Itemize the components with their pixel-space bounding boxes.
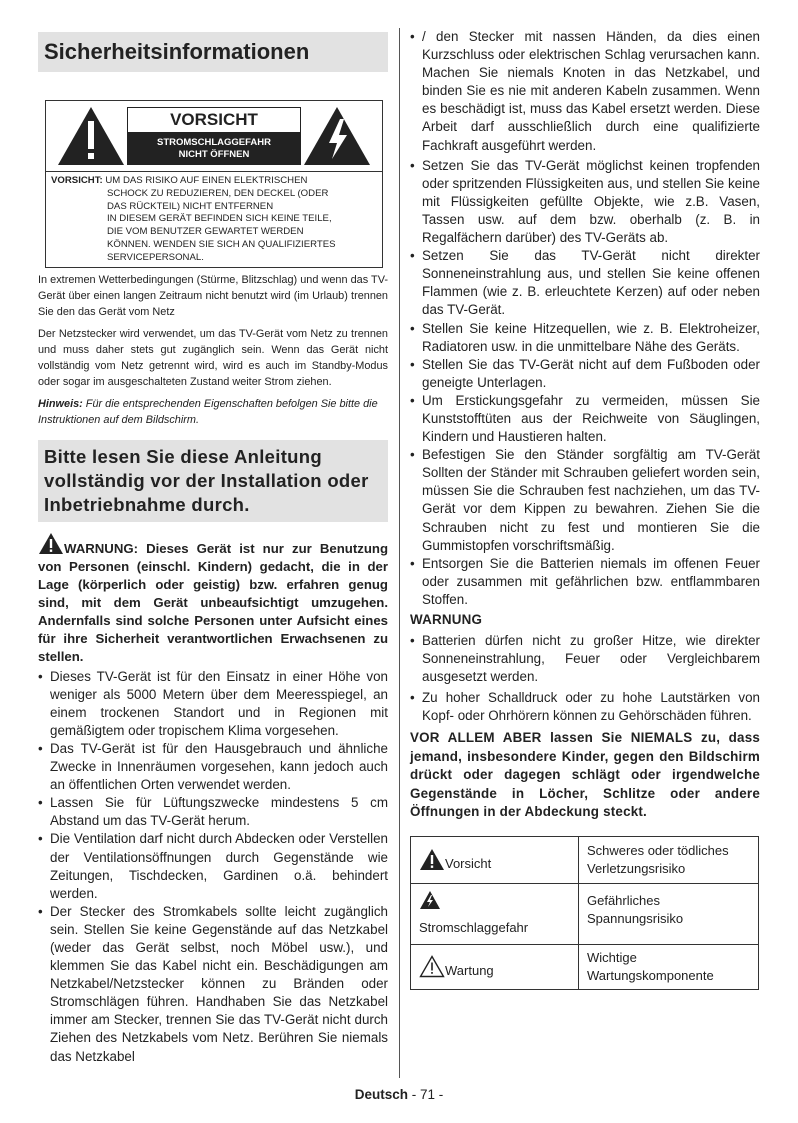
final-warning-paragraph: VOR ALLEM ABER lassen Sie NIEMALS zu, dass jemand, insbesondere Kinder, gegen den Bildschirm drückt oder dagegen schlägt oder irgendwelche Gegenstände in Löcher, Schlitze oder andere Öffnungen in der Abdeckung steckt. bbox=[410, 730, 760, 820]
page-footer bbox=[0, 1087, 798, 1102]
description-cell bbox=[579, 945, 759, 990]
read-instructions-heading: Bitte lesen Sie diese Anleitung vollständig vor der Installation oder Inbetriebnahme durch. bbox=[38, 440, 388, 522]
caution-line: KÖNNEN. WENDEN SIE SICH AN QUALIFIZIERTES bbox=[107, 238, 336, 250]
list-item: • Um Erstickungsgefahr zu vermeiden, müssen Sie Kunststofftüten aus der Reichweite von Säuglingen, Kindern und Haustieren halten. bbox=[410, 392, 760, 446]
list-item: • Stellen Sie keine Hitzequellen, wie z. B. Elektroheizer, Radiatoren usw. in die unmittelbare Nähe des Geräts. bbox=[410, 320, 760, 356]
list-item: • Befestigen Sie den Ständer sorgfältig am TV-Gerät Sollten der Ständer mit Schrauben geliefert worden sein, müssen Sie die Schrauben fest nachziehen, um das TV-Gerät vor dem Kippen zu bewahren. Ziehen Sie die Schrauben nicht zu fest und montieren Sie die Gummistopfen vorschriftsmäßig. bbox=[410, 446, 760, 555]
description-cell bbox=[579, 837, 759, 884]
warnung-heading: WARNUNG bbox=[410, 612, 483, 627]
continuation-span: / den Stecker mit nassen Händen, da dies einen Kurzschluss oder elektrischen Schlag verursachen kann. Machen Sie niemals Knoten in das Netzkabel, und binden Sie es nie mit anderen Kabeln zusammen. Wenn es beschädigt ist, muss das Kabel ersetzt werden. Diese Arbeit darf ausschließlich durch eine qualifizierte Fachkraft ausgeführt werden. bbox=[422, 29, 760, 153]
symbol-cell bbox=[411, 945, 579, 990]
vorsicht-subheader bbox=[127, 133, 301, 165]
vorsicht-label-block bbox=[127, 107, 301, 165]
right-bullet-list bbox=[410, 157, 760, 609]
caution-text bbox=[46, 171, 382, 267]
list-item: • Setzen Sie das TV-Gerät nicht direkter Sonneneinstrahlung aus, und stellen Sie keine offenen Flammen (wie z. B. erleuchtete Kerzen) auf oder neben das TV-Gerät. bbox=[410, 247, 760, 319]
symbol-label: Vorsicht bbox=[445, 855, 492, 871]
caution-label: VORSICHT: bbox=[51, 175, 103, 186]
warning-triangle-icon bbox=[419, 848, 445, 871]
description-cell bbox=[579, 884, 759, 945]
right-column bbox=[410, 28, 760, 990]
desc-line: Wichtige bbox=[587, 950, 637, 966]
caution-line: SCHOCK ZU REDUZIEREN, DEN DECKEL (ODER bbox=[107, 187, 329, 199]
warnung-bullet-list bbox=[410, 632, 760, 725]
lightning-triangle-icon bbox=[419, 890, 441, 910]
plug-paragraph: Der Netzstecker wird verwendet, um das TV-Gerät vom Netz zu trennen und muss daher stets gut zugänglich sein. Wenn das Gerät nicht vollständig vom Netz getrennt wird, wird es auch im Standby-Modus oder sogar im ausgeschalteten Zustand weiter Strom ziehen. bbox=[38, 327, 388, 388]
caution-line: UM DAS RISIKO AUF EINEN ELEKTRISCHEN bbox=[105, 175, 308, 186]
symbol-legend-table bbox=[410, 836, 759, 990]
caution-line: DIE VOM BENUTZER GEWARTET WERDEN bbox=[107, 226, 304, 238]
caution-line: SERVICEPERSONAL. bbox=[107, 251, 204, 263]
page-title: Sicherheitsinformationen bbox=[38, 32, 388, 72]
list-item: • Stellen Sie das TV-Gerät nicht auf dem Fußboden oder geneigte Unterlagen. bbox=[410, 356, 760, 392]
continuation-text bbox=[410, 28, 760, 155]
desc-line: Spannungsrisiko bbox=[587, 911, 684, 927]
desc-line: Schweres oder tödliches bbox=[587, 843, 729, 859]
caution-line: IN DIESEM GERÄT BEFINDEN SICH KEINE TEILE, bbox=[107, 213, 332, 225]
list-item: • Die Ventilation darf nicht durch Abdecken oder Verstellen der Ventilationsöffnungen durch Gegenstände wie Zeitungen, Tischdecken, Gardinen o.ä. behindert werden. bbox=[38, 830, 388, 902]
table-row bbox=[411, 837, 759, 884]
symbol-cell bbox=[411, 884, 579, 945]
symbol-label: Stromschlaggefahr bbox=[419, 920, 529, 936]
caution-box bbox=[45, 100, 383, 268]
left-column bbox=[38, 32, 388, 1066]
list-item: • Zu hoher Schalldruck oder zu hohe Lautstärken von Kopf- oder Ohrhörern können zu Gehörschäden führen. bbox=[410, 689, 760, 725]
warning-text: WARNUNG: Dieses Gerät ist nur zur Benutzung von Personen (einschl. Kindern) gedacht, die in der Lage (körperlich oder geistig) bzw. erfahren genug sind, mit dem Gerät unbeaufsichtigt umzugehen. Andernfalls sind solche Personen unter Aufsicht eines für ihre Sicherheit verantwortlichen Erwachsenen zu stellen. bbox=[38, 540, 388, 664]
left-bullet-list bbox=[38, 668, 388, 1066]
symbol-label: Wartung bbox=[445, 962, 494, 978]
footer-language: Deutsch bbox=[354, 1087, 408, 1102]
weather-paragraph: In extremen Wetterbedingungen (Stürme, Blitzschlag) und wenn das TV-Gerät über einen langen Zeitraum nicht benutzt wird (im Urlaub) trennen Sie den das Gerät vom Netz bbox=[38, 273, 388, 318]
list-item: • Setzen Sie das TV-Gerät möglichst keinen tropfenden oder spritzenden Flüssigkeiten aus, und stellen Sie keine mit Flüssigkeiten gefüllte Objekte, wie z.B. Vasen, Tassen usw. auf dem bzw. oberhalb (z. B. in Regalfächern darüber) des TV-Geräts ab. bbox=[410, 157, 760, 247]
hinweis-paragraph bbox=[38, 396, 388, 428]
vorsicht-header: VORSICHT bbox=[127, 107, 301, 133]
list-item: • Das TV-Gerät ist für den Hausgebrauch und ähnliche Zwecke in Innenräumen vorgesehen, kann jedoch auch an öffentlichen Orten verwendet werden. bbox=[38, 740, 388, 794]
subheader-line: STROMSCHLAGGEFAHR bbox=[157, 137, 271, 148]
page-number: - 71 - bbox=[408, 1087, 444, 1102]
hinweis-label: Hinweis: bbox=[38, 397, 83, 410]
table-row bbox=[411, 884, 759, 945]
list-item: • Dieses TV-Gerät ist für den Einsatz in einer Höhe von weniger als 5000 Metern über dem Meeresspiegel, an einem trockenen Standort und in Regionen mit gemäßigtem oder tropischem Klima vorgesehen. bbox=[38, 668, 388, 740]
exclamation-triangle-icon bbox=[56, 105, 126, 167]
desc-line: Gefährliches bbox=[587, 893, 660, 909]
list-item: • Lassen Sie für Lüftungszwecke mindestens 5 cm Abstand um das TV-Gerät herum. bbox=[38, 794, 388, 830]
list-item: • Der Stecker des Stromkabels sollte leicht zugänglich sein. Stellen Sie keine Gegenstände auf das Netzkabel (weder das Gerät selbst, noch Möbel usw.), und klemmen Sie das Kabel nicht ein. Beschädigungen am Netzkabel/Netzstecker können zu Bränden oder Stromschlägen führen. Handhaben Sie das Netzkabel immer am Stecker, trennen Sie das TV-Gerät nicht durch Ziehen des Netzkabels vom Netz. Berühren Sie niemals das Netzkabel bbox=[38, 903, 388, 1066]
list-item: • Entsorgen Sie die Batterien niemals im offenen Feuer oder zusammen mit gefährlichen bzw. entflammbaren Stoffen. bbox=[410, 555, 760, 609]
hinweis-text: Für die entsprechenden Eigenschaften befolgen Sie bitte die Instruktionen auf dem Bildschirm. bbox=[38, 397, 378, 426]
desc-line: Wartungskomponente bbox=[587, 968, 714, 984]
caution-line: DAS RÜCKTEIL) NICHT ENTFERNEN bbox=[107, 200, 274, 212]
column-divider bbox=[399, 28, 400, 1078]
warning-triangle-icon bbox=[38, 532, 64, 555]
desc-line: Verletzungsrisiko bbox=[587, 861, 686, 877]
subheader-line: NICHT ÖFFNEN bbox=[178, 149, 250, 160]
outline-warning-triangle-icon bbox=[419, 955, 445, 978]
symbol-cell bbox=[411, 837, 579, 884]
table-row bbox=[411, 945, 759, 990]
lightning-triangle-icon bbox=[302, 105, 372, 167]
list-item: • Batterien dürfen nicht zu großer Hitze, wie direkter Sonneneinstrahlung, Feuer oder Vergleichbarem ausgesetzt werden. bbox=[410, 632, 760, 686]
warning-paragraph bbox=[38, 532, 388, 666]
